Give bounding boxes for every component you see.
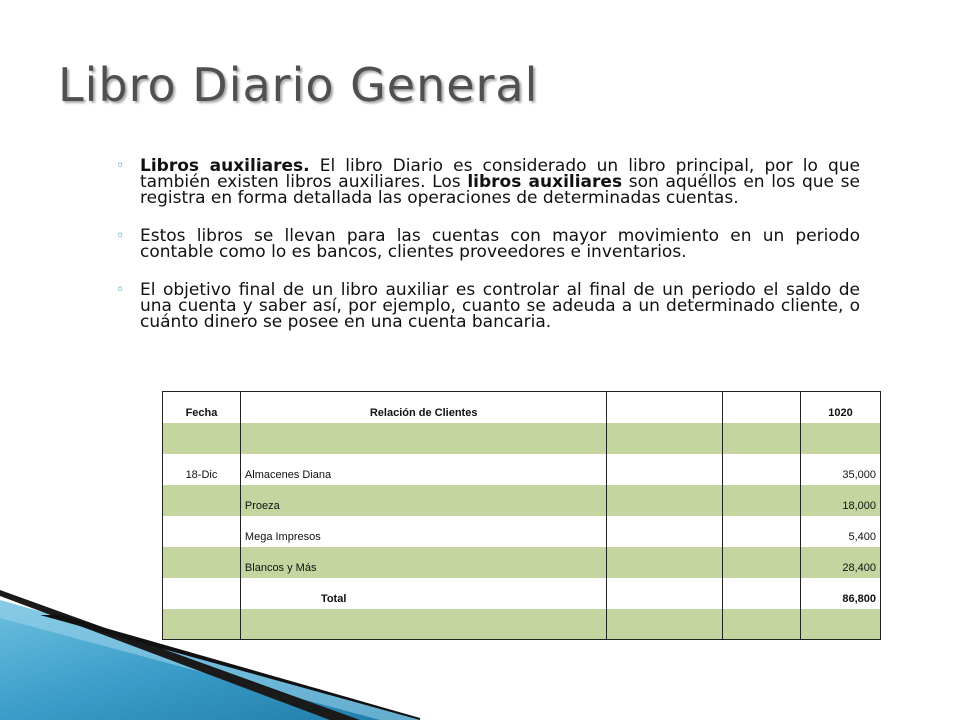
- cell-amount: 35,000: [801, 454, 881, 485]
- cell-fecha: [163, 423, 241, 454]
- bullet-circle-icon: ◦: [116, 282, 125, 298]
- header-fecha: Fecha: [163, 392, 241, 423]
- bullet-bold-lead: Libros auxiliares.: [140, 156, 310, 176]
- table-row: [163, 423, 881, 454]
- bullet-item: [116, 282, 860, 330]
- cell-fecha: [163, 516, 241, 547]
- cell-fecha: [163, 547, 241, 578]
- cell-relacion: Blancos y Más: [240, 547, 606, 578]
- bullet-circle-icon: ◦: [116, 158, 125, 174]
- bullet-bold-term: libros auxiliares: [467, 172, 623, 192]
- cell-empty: [607, 609, 723, 640]
- bullet-text: El objetivo final de un libro auxiliar es controlar al final de un periodo el saldo de una cuenta y saber así, por ejemplo, cuanto se adeuda a un determinado cliente, o cuánto dinero se posee en una cuenta bancaria.: [140, 280, 860, 332]
- bullet-text: son aquéllos en los que se registra en forma detallada las operaciones de determinadas cuentas.: [140, 172, 860, 208]
- cell-empty: [607, 454, 723, 485]
- cell-amount: [801, 609, 881, 640]
- table-row: [163, 516, 881, 547]
- cell-amount: [801, 423, 881, 454]
- header-empty-1: [607, 392, 723, 423]
- cell-amount: 28,400: [801, 547, 881, 578]
- table-row: [163, 485, 881, 516]
- cell-relacion: Mega Impresos: [240, 516, 606, 547]
- cell-total-amount: 86,800: [801, 578, 881, 609]
- cell-amount: 18,000: [801, 485, 881, 516]
- cell-relacion: Almacenes Diana: [240, 454, 606, 485]
- cell-relacion: Proeza: [240, 485, 606, 516]
- bullet-list: [116, 158, 860, 352]
- decorative-corner-graphic: [0, 590, 420, 720]
- cell-empty: [607, 423, 723, 454]
- bullet-text: El libro Diario es considerado un libro principal, por lo que también existen libros auxiliares. Los: [140, 156, 860, 192]
- header-cuenta: 1020: [801, 392, 881, 423]
- table-row: [163, 547, 881, 578]
- cell-empty: [723, 578, 801, 609]
- cell-amount: 5,400: [801, 516, 881, 547]
- cell-empty: [723, 454, 801, 485]
- cell-fecha: 18-Dic: [163, 454, 241, 485]
- cell-empty: [723, 485, 801, 516]
- cell-empty: [607, 547, 723, 578]
- bullet-item: [116, 228, 860, 260]
- table-header-row: [163, 392, 881, 423]
- cell-total-label: Total: [240, 578, 606, 609]
- header-empty-2: [723, 392, 801, 423]
- cell-relacion: [240, 423, 606, 454]
- cell-empty: [723, 609, 801, 640]
- cell-empty: [723, 516, 801, 547]
- bullet-item: [116, 158, 860, 206]
- cell-empty: [607, 485, 723, 516]
- cell-fecha: [163, 485, 241, 516]
- slide-title: Libro Diario General: [58, 58, 539, 112]
- cell-empty: [607, 578, 723, 609]
- cell-empty: [723, 547, 801, 578]
- bullet-text: Estos libros se llevan para las cuentas con mayor movimiento en un periodo contable como lo es bancos, clientes proveedores e inventarios.: [140, 226, 860, 262]
- table-row: [163, 454, 881, 485]
- cell-empty: [607, 516, 723, 547]
- cell-empty: [723, 423, 801, 454]
- bullet-circle-icon: ◦: [116, 228, 125, 244]
- header-relacion: Relación de Clientes: [240, 392, 606, 423]
